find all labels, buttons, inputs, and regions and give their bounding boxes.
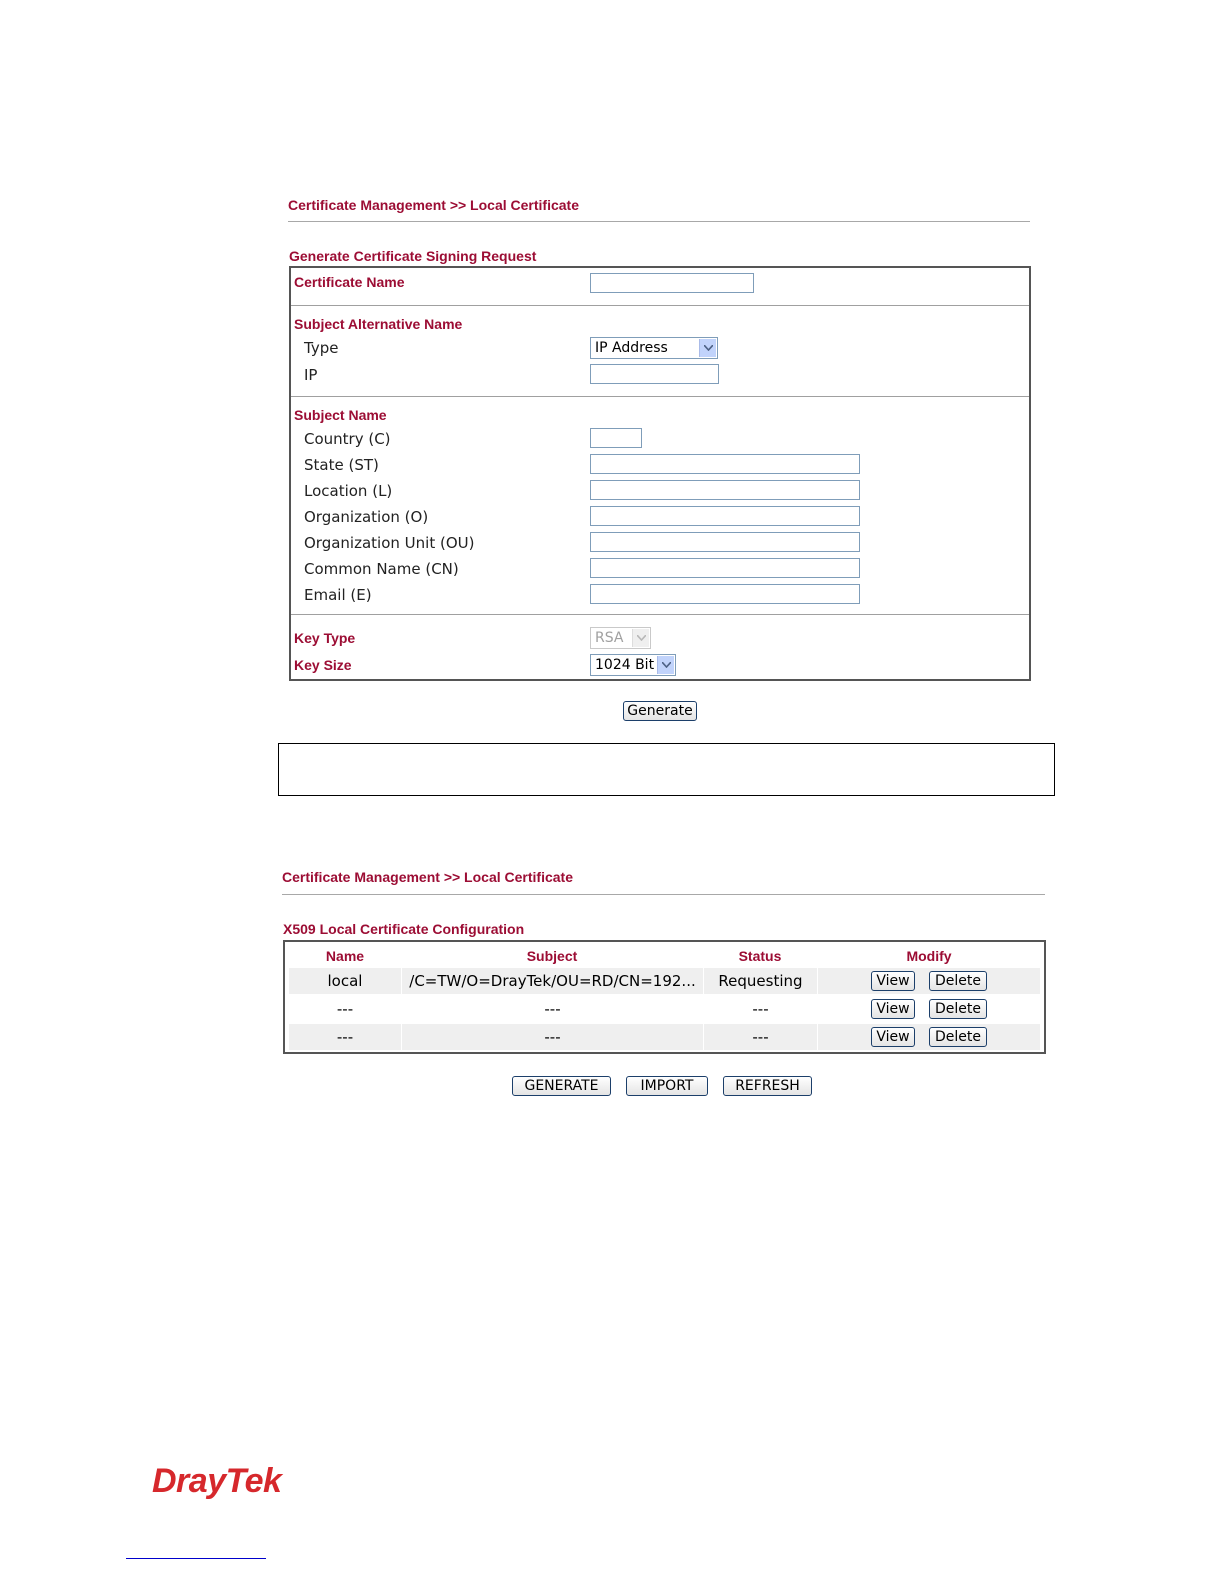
column-header-modify: Modify <box>906 948 952 964</box>
cell-subject: /C=TW/O=DrayTek/OU=RD/CN=192... <box>409 972 696 990</box>
section-title: X509 Local Certificate Configuration <box>283 921 525 937</box>
organization-label: Organization (O) <box>304 508 429 526</box>
breadcrumb: Certificate Management >> Local Certificate <box>282 869 573 885</box>
subject-name-heading: Subject Name <box>294 407 387 423</box>
ip-input[interactable] <box>590 364 719 384</box>
divider <box>291 396 1029 397</box>
certificate-table <box>283 940 1046 1054</box>
key-size-label: Key Size <box>294 657 352 673</box>
cell-subject: --- <box>544 1000 561 1018</box>
key-type-label: Key Type <box>294 630 356 646</box>
location-label: Location (L) <box>304 482 393 500</box>
country-label: Country (C) <box>304 430 391 448</box>
cell-status: --- <box>752 1028 769 1046</box>
chevron-down-icon <box>657 656 674 674</box>
refresh-button[interactable]: REFRESH <box>723 1076 812 1096</box>
generate-csr-button[interactable]: GENERATE <box>512 1076 611 1096</box>
organization-unit-label: Organization Unit (OU) <box>304 534 475 552</box>
state-label: State (ST) <box>304 456 379 474</box>
certificate-name-label: Certificate Name <box>294 274 405 290</box>
chevron-down-icon <box>699 339 716 357</box>
cell-status: --- <box>752 1000 769 1018</box>
cell-status: Requesting <box>718 972 803 990</box>
delete-button[interactable]: Delete <box>929 1027 987 1047</box>
state-input[interactable] <box>590 454 860 474</box>
cell-name: --- <box>336 1000 354 1018</box>
location-input[interactable] <box>590 480 860 500</box>
cell-name: --- <box>336 1028 354 1046</box>
delete-button[interactable]: Delete <box>929 971 987 991</box>
type-label: Type <box>304 339 339 357</box>
draytek-logo: DrayTek <box>152 1462 282 1500</box>
generate-button[interactable]: Generate <box>623 701 697 721</box>
csr-form-panel <box>289 266 1031 681</box>
key-type-select <box>590 627 651 649</box>
organization-input[interactable] <box>590 506 860 526</box>
email-input[interactable] <box>590 584 860 604</box>
divider <box>291 614 1029 615</box>
country-input[interactable] <box>590 428 642 448</box>
column-separator <box>817 968 818 994</box>
import-button[interactable]: IMPORT <box>626 1076 708 1096</box>
cell-name: local <box>327 972 363 990</box>
column-header-name: Name <box>325 948 365 964</box>
table-row <box>289 968 1040 994</box>
common-name-label: Common Name (CN) <box>304 560 459 578</box>
certificate-name-input[interactable] <box>590 273 754 293</box>
breadcrumb-divider <box>282 894 1045 895</box>
view-button[interactable]: View <box>871 999 915 1019</box>
section-title: Generate Certificate Signing Request <box>289 248 537 264</box>
table-row <box>289 1024 1040 1050</box>
delete-button[interactable]: Delete <box>929 999 987 1019</box>
organization-unit-input[interactable] <box>590 532 860 552</box>
key-size-select[interactable] <box>590 654 676 676</box>
column-header-status: Status <box>738 948 782 964</box>
view-button[interactable]: View <box>871 971 915 991</box>
divider <box>291 305 1029 306</box>
cell-subject: --- <box>544 1028 561 1046</box>
chevron-down-icon <box>632 629 649 647</box>
breadcrumb: Certificate Management >> Local Certificate <box>288 197 579 213</box>
message-box <box>278 743 1055 796</box>
key-size-value: 1024 Bit <box>595 657 655 673</box>
common-name-input[interactable] <box>590 558 860 578</box>
breadcrumb-divider <box>288 221 1030 222</box>
type-select[interactable] <box>590 337 718 359</box>
type-select-value: IP Address <box>595 340 668 356</box>
view-button[interactable]: View <box>871 1027 915 1047</box>
column-header-subject: Subject <box>526 948 578 964</box>
ip-label: IP <box>304 366 318 384</box>
key-type-value: RSA <box>595 630 624 646</box>
footer-line <box>126 1558 266 1559</box>
column-separator <box>817 1024 818 1050</box>
subject-alt-name-heading: Subject Alternative Name <box>294 316 463 332</box>
table-row <box>289 996 1040 1022</box>
email-label: Email (E) <box>304 586 372 604</box>
